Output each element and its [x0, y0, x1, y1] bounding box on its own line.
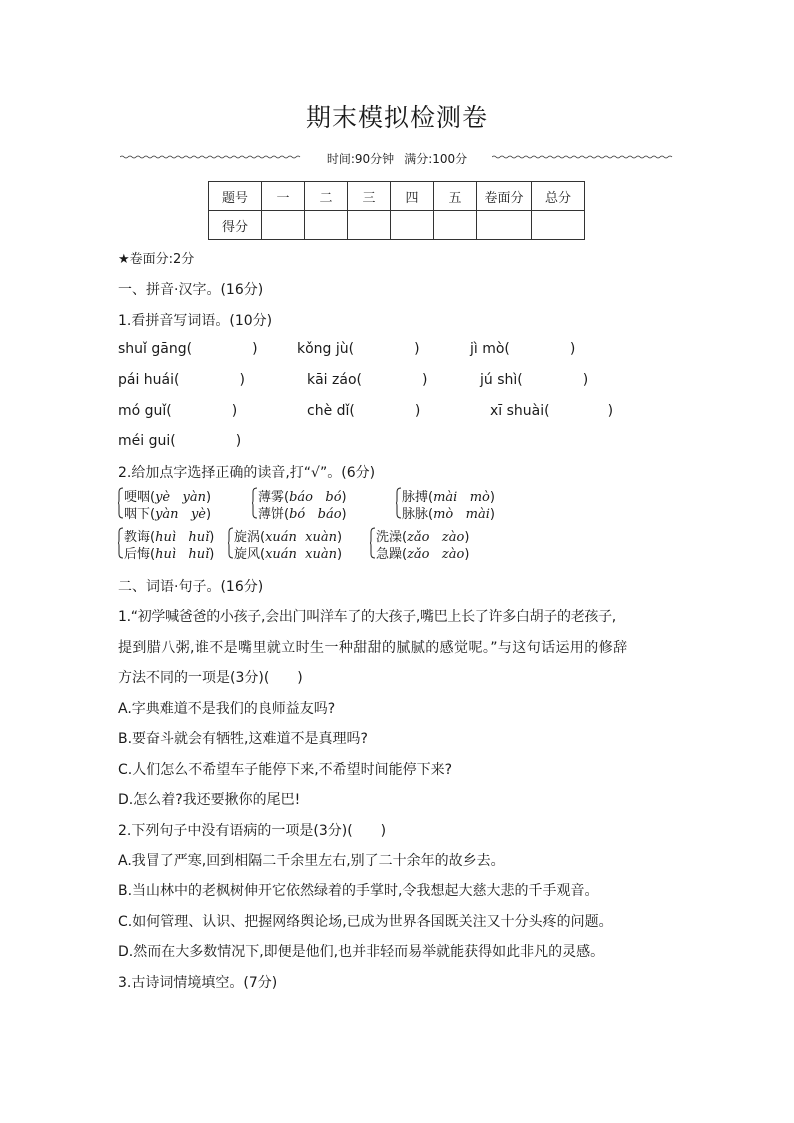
pinyin-option[interactable]: zǎo: [407, 547, 430, 562]
score-cell[interactable]: [305, 211, 348, 240]
pinyin-item: pái huái( ): [118, 372, 245, 388]
exam-full-score: 满分:100分: [404, 152, 468, 166]
pinyin-option[interactable]: yàn: [182, 490, 206, 505]
brace-icon: [370, 527, 375, 559]
pinyin-option[interactable]: mài: [433, 490, 458, 505]
exam-title: 期末模拟检测卷: [305, 103, 488, 132]
brace-icon: [118, 527, 123, 559]
pinyin-option[interactable]: mài: [465, 507, 490, 522]
score-cell[interactable]: [477, 211, 532, 240]
score-table-header-row: [209, 182, 585, 211]
s2-q2-option[interactable]: C.如何管理、认识、把握网络舆论场,已成为世界各国既关注又十分头疼的问题。: [118, 914, 613, 930]
pinyin-option[interactable]: báo: [289, 490, 313, 505]
exam-meta: [118, 150, 674, 166]
brace-icon: [118, 487, 123, 519]
pinyin-item: jú shì( ): [480, 372, 589, 388]
pinyin-option[interactable]: xuán: [265, 530, 297, 545]
pinyin-item: chè dǐ( ): [307, 403, 421, 419]
s2-q2-option[interactable]: A.我冒了严寒,回到相隔二千余里左右,别了二十余年的故乡去。: [118, 853, 505, 869]
pinyin-item: jì mò( ): [470, 341, 576, 357]
pinyin-item: méi gui( ): [118, 433, 242, 449]
s2-q1-option[interactable]: B.要奋斗就会有牺牲,这难道不是真理吗?: [118, 731, 368, 747]
score-cell[interactable]: [262, 211, 305, 240]
section2-heading: 二、词语·句子。(16分): [118, 579, 264, 595]
exam-time: 时间:90分钟: [326, 152, 395, 166]
pinyin-item: mó guǐ( ): [118, 403, 238, 419]
pinyin-option[interactable]: zào: [441, 530, 465, 545]
score-table-score-row: [209, 211, 585, 240]
pinyin-option[interactable]: xuàn: [305, 530, 337, 545]
brace-icon: [396, 487, 401, 519]
pinyin-option[interactable]: yè: [190, 507, 206, 522]
brace-icon: [252, 487, 257, 519]
s2-q2-heading: 2.下列句子中没有语病的一项是(3分)( ): [118, 823, 387, 839]
s2-q1-line: 1.“初学喊爸爸的小孩子,会出门叫洋车了的大孩子,嘴巴上长了许多白胡子的老孩子,: [118, 609, 616, 625]
pinyin-option[interactable]: mò: [433, 507, 454, 522]
pinyin-option[interactable]: xuán: [265, 547, 297, 562]
score-header-cell: 卷面分: [477, 182, 532, 211]
pinyin-option[interactable]: bó: [325, 490, 342, 505]
score-cell[interactable]: [532, 211, 585, 240]
score-header-cell: 题号: [209, 182, 262, 211]
pinyin-option[interactable]: huǐ: [188, 547, 210, 562]
score-cell[interactable]: [348, 211, 391, 240]
s2-q1-line: 提到腊八粥,谁不是嘴里就立时生一种甜甜的腻腻的感觉呢。”与这句话运用的修辞: [118, 640, 628, 656]
exam-meta-text: [312, 150, 482, 167]
pinyin-item: kāi záo( ): [307, 372, 428, 388]
wavy-divider-right: [492, 155, 674, 159]
neatness-note: ★卷面分:2分: [118, 252, 195, 267]
pinyin-option[interactable]: báo: [317, 507, 342, 522]
brace-icon: [228, 527, 233, 559]
exam-page: 期末模拟检测卷 时间:90分钟 满分:100分 题号 一 二 三 四 五 卷面分 总分 得分 ★卷面分:2分 一、拼音·汉字。(16分) 1.看拼音写词语。(10分) shuǐ gāng( ) kǒng jù( ) jì mò( ) pái huái( ) kāi záo( ) jú shì( ) mó guǐ( ) chè dǐ( ) xī shuài( ) méi gui( ) 2.给加点字选择正确的读音,打“√”。(6分) 哽咽(yè yàn) 咽下(yàn yè) 薄雾(báo bó) 薄饼(bó báo) 脉搏(mài mò) 脉脉(mò mài) 教诲(huì huǐ) 后悔(huì huǐ) 旋涡(xuán xuàn) 旋风(xuán xuàn) 洗澡(zǎo zào) 急躁(zǎo zào) 二、词语·句子。(16分) 1.“初学喊爸爸的小孩子,会出门叫洋车了的大孩子,嘴巴上长了许多白胡子的老孩子, 提到腊八粥,谁不是嘴里就立时生一种甜甜的腻腻的感觉呢。”与这句话运用的修辞 方法不同的一项是(3分)( ) A.字典难道不是我们的良师益友吗? B.要奋斗就会有牺牲,这难道不是真理吗? C.人们怎么不希望车子能停下来,不希望时间能停下来? D.怎么着?我还要揪你的尾巴! 2.下列句子中没有语病的一项是(3分)( ) A.我冒了严寒,回到相隔二千余里左右,别了二十余年的故乡去。 B.当山林中的老枫树伸开它依然绿着的手掌时,令我想起大慈大悲的千手观音。 C.如何管理、认识、把握网络舆论场,已成为世界各国既关注又十分头疼的问题。 D.然而在大多数情况下,即便是他们,也并非轻而易举就能获得如此非凡的灵感。 3.古诗词情境填空。(7分): [0, 0, 794, 1123]
wavy-divider-left: [120, 155, 302, 159]
s2-q3-heading: 3.古诗词情境填空。(7分): [118, 975, 278, 991]
pinyin-option[interactable]: zǎo: [407, 530, 430, 545]
s2-q2-option[interactable]: B.当山林中的老枫树伸开它依然绿着的手掌时,令我想起大慈大悲的千手观音。: [118, 883, 599, 899]
score-header-cell: 一: [262, 182, 305, 211]
s2-q1-line: 方法不同的一项是(3分)( ): [118, 670, 303, 686]
score-cell[interactable]: [391, 211, 434, 240]
s2-q1-option[interactable]: A.字典难道不是我们的良师益友吗?: [118, 701, 336, 717]
pinyin-option[interactable]: xuàn: [305, 547, 337, 562]
score-table: [208, 181, 585, 240]
q1-heading: 1.看拼音写词语。(10分): [118, 313, 273, 329]
score-header-cell: 四: [391, 182, 434, 211]
score-header-cell: 总分: [532, 182, 585, 211]
pinyin-item: xī shuài( ): [490, 403, 614, 419]
score-cell[interactable]: [434, 211, 477, 240]
pinyin-option[interactable]: bó: [289, 507, 306, 522]
score-header-cell: 五: [434, 182, 477, 211]
pinyin-option[interactable]: huǐ: [188, 530, 210, 545]
score-header-cell: 二: [305, 182, 348, 211]
s2-q1-option[interactable]: C.人们怎么不希望车子能停下来,不希望时间能停下来?: [118, 762, 453, 778]
s2-q2-option[interactable]: D.然而在大多数情况下,即便是他们,也并非轻而易举就能获得如此非凡的灵感。: [118, 944, 605, 960]
pinyin-item: shuǐ gāng( ): [118, 341, 258, 357]
score-row-label: 得分: [209, 211, 262, 240]
pinyin-option[interactable]: yàn: [155, 507, 179, 522]
section1-heading: 一、拼音·汉字。(16分): [118, 282, 264, 298]
pinyin-option[interactable]: huì: [155, 547, 176, 562]
pinyin-option[interactable]: huì: [155, 530, 176, 545]
pinyin-option[interactable]: yè: [155, 490, 171, 505]
pinyin-item: kǒng jù( ): [297, 341, 420, 357]
pinyin-option[interactable]: zào: [441, 547, 465, 562]
score-header-cell: 三: [348, 182, 391, 211]
q2-heading: 2.给加点字选择正确的读音,打“√”。(6分): [118, 465, 376, 481]
pinyin-option[interactable]: mò: [469, 490, 490, 505]
s2-q1-option[interactable]: D.怎么着?我还要揪你的尾巴!: [118, 792, 301, 808]
